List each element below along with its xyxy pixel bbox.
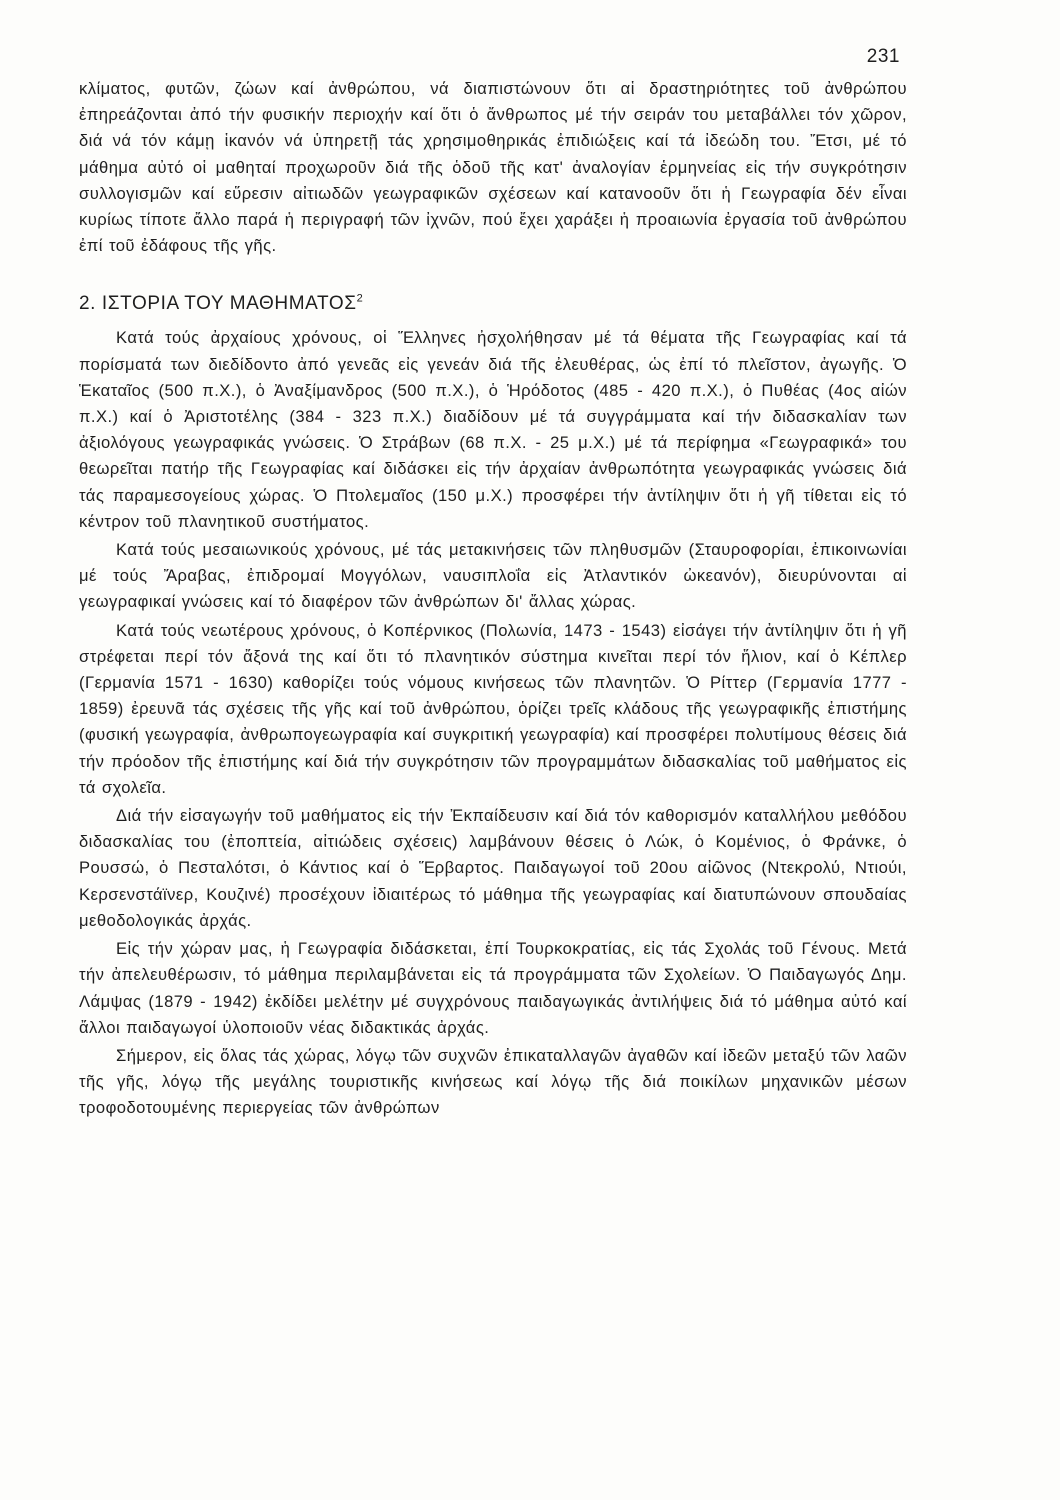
paragraph-medieval-times: Κατά τούς μεσαιωνικούς χρόνους, μέ τάς μετακινήσεις τῶν πληθυσμῶν (Σταυροφορίαι, ἐπικοινωνίαι μέ τούς Ἄραβας, ἐπιδρομαί Μογγόλων, ναυσιπλοΐα εἰς Ἀτλαντικόν ὠκεανόν), διευρύνονται αἱ γεωγραφικαί γνώσεις καί τό διαφέρον τῶν ἀνθρώπων δι' ἄλλας χώρας.	[79, 540, 907, 612]
page-content	[79, 76, 907, 1122]
intro-paragraph: κλίματος, φυτῶν, ζώων καί ἀνθρώπου, νά διαπιστώνουν ὅτι αἱ δραστηριότητες τοῦ ἀνθρώπου ἐπηρεάζονται ἀπό τήν φυσικήν περιοχήν καί ὅτι ὁ ἄνθρωπος μέ τήν σειράν του μεταβάλλει τόν χῶρον, διά νά τόν κάμῃ ἱκανόν νά ὑπηρετῇ τάς χρησιμοθηρικάς ἐπιδιώξεις καί τά ἰδεώδη του. Ἔτσι, μέ τό μάθημα αὐτό οἱ μαθηταί προχωροῦν διά τῆς ὁδοῦ τῆς κατ' ἀναλογίαν ἑρμηνείας εἰς τήν συγκρότησιν συλλογισμῶν καί εὕρεσιν αἰτιωδῶν γεωγραφικῶν σχέσεων καί κατανοοῦν ὅτι ἡ Γεωγραφία δέν εἶναι κυρίως τίποτε ἄλλο παρά ἡ περιγραφή τῶν ἰχνῶν, πού ἔχει χαράξει ἡ προαιωνία ἐργασία τοῦ ἀνθρώπου ἐπί τοῦ ἐδάφους τῆς γῆς.	[79, 79, 907, 256]
footnote-reference: 2	[356, 293, 364, 306]
paragraph-today: Σήμερον, εἰς ὅλας τάς χώρας, λόγῳ τῶν συχνῶν ἐπικαταλλαγῶν ἀγαθῶν καί ἰδεῶν μεταξύ τῶν λαῶν τῆς γῆς, λόγῳ τῆς μεγάλης τουριστικῆς κινήσεως καί λόγῳ τῆς διά ποικίλων μηχανικῶν μέσων τροφοδοτουμένης περιεργείας τῶν ἀνθρώπων	[79, 1045, 907, 1118]
paragraph-modern-times: Κατά τούς νεωτέρους χρόνους, ὁ Κοπέρνικος (Πολωνία, 1473 - 1543) εἰσάγει τήν ἀντίληψιν ὅτι ἡ γῆ στρέφεται περί τόν ἄξονά της καί ὅτι τό πλανητικόν σύστημα κινεῖται περί τόν ἥλιον, καί ὁ Κέπλερ (Γερμανία 1571 - 1630) καθορίζει τούς νόμους κινήσεως τῶν πλανητῶν. Ὁ Ρίττερ (Γερμανία 1777 - 1859) ἐρευνᾶ τάς σχέσεις τῆς γῆς καί τοῦ ἀνθρώπου, ὁρίζει τρεῖς κλάδους τῆς γεωγραφικῆς ἐπιστήμης (φυσική γεωγραφία, ἀνθρωπογεωγραφία καί συγκριτική γεωγραφία) καί προσφέρει πολυτίμους θέσεις διά τήν πρόοδον τῆς ἐπιστήμης καί διά τήν συγκρότησιν τῶν προγραμμάτων διδασκαλίας τοῦ μαθήματος εἰς τά σχολεῖα.	[79, 620, 907, 797]
paragraph-education: Διά τήν εἰσαγωγήν τοῦ μαθήματος εἰς τήν Ἐκπαίδευσιν καί διά τόν καθορισμόν καταλλήλου μεθόδου διδασκαλίας του (ἐποπτεία, αἰτιώδεις σχέσεις) λαμβάνουν θέσεις ὁ Λώκ, ὁ Κομένιος, ὁ Φράνκε, ὁ Ρουσσώ, ὁ Πεσταλότσι, ὁ Κάντιος καί ὁ Ἕρβαρτος. Παιδαγωγοί τοῦ 20ου αἰῶνος (Ντεκρολύ, Ντιούι, Κερσενστάϊνερ, Κουζινέ) προσέχουν ἰδιαιτέρως τό μάθημα τῆς γεωγραφίας καί διατυπώνουν σπουδαίας μεθοδολογικάς ἀρχάς.	[79, 806, 907, 930]
paragraph-greece: Εἰς τήν χώραν μας, ἡ Γεωγραφία διδάσκεται, ἐπί Τουρκοκρατίας, εἰς τάς Σχολάς τοῦ Γένους. Μετά τήν ἀπελευθέρωσιν, τό μάθημα περιλαμβάνεται εἰς τά προγράμματα τῶν Σχολείων. Ὁ Παιδαγωγός Δημ. Λάμψας (1879 - 1942) ἐκδίδει μελέτην μέ συγχρόνους παιδαγωγικάς ἀντιλήψεις διά τό μάθημα αὐτό καί ἄλλοι παιδαγωγοί ὑλοποιοῦν νέας διδακτικάς ἀρχάς.	[79, 939, 907, 1037]
section-heading-text: 2. ΙΣΤΟΡΙΑ ΤΟΥ ΜΑΘΗΜΑΤΟΣ	[79, 293, 357, 315]
paragraph-ancient-times: Κατά τούς ἀρχαίους χρόνους, οἱ Ἕλληνες ἠσχολήθησαν μέ τά θέματα τῆς Γεωγραφίας καί τά πορίσματά των διεδίδοντο ἀπό γενεᾶς εἰς γενεάν διά τῆς ἐλευθέρας, ὡς ἐπί τό πλεῖστον, ἀγωγῆς. Ὁ Ἑκαταῖος (500 π.Χ.), ὁ Ἀναξίμανδρος (500 π.Χ.), ὁ Ἡρόδοτος (485 - 420 π.Χ.), ὁ Πυθέας (4ος αἰών π.Χ.) καί ὁ Ἀριστοτέλης (384 - 323 π.Χ.) διαδίδουν μέ τά συγγράμματα καί τήν διδασκαλίαν των ἀξιολόγους γεωγραφικάς γνώσεις. Ὁ Στράβων (68 π.Χ. - 25 μ.Χ.) μέ τά περίφημα «Γεωγραφικά» του θεωρεῖται πατήρ τῆς Γεωγραφίας καί διδάσκει εἰς τήν ἀρχαίαν ἀνθρωπότητα γεωγραφικάς γνώσεις διά τάς παραμεσογείους χώρας. Ὁ Πτολεμαῖος (150 μ.Χ.) προσφέρει τήν ἀντίληψιν ὅτι ἡ γῆ τίθεται εἰς τό κέντρον τοῦ πλανητικοῦ συστήματος.	[79, 328, 907, 531]
page-number: 231	[866, 46, 900, 67]
section-heading	[79, 291, 907, 317]
